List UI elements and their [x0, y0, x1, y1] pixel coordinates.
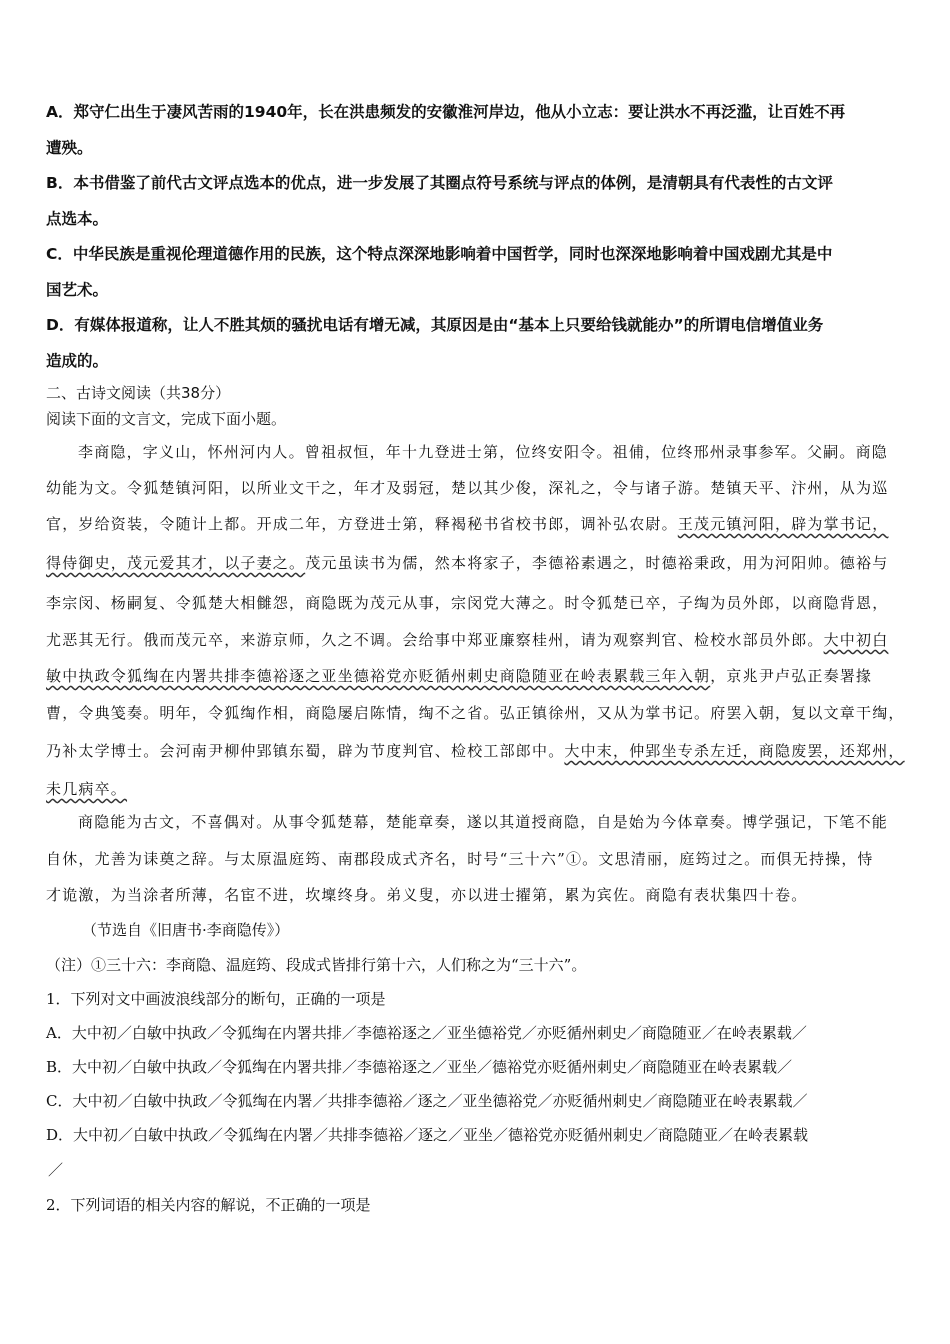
- passage-line: 幼能为文。令狐楚镇河阳，以所业文干之，年才及弱冠，楚以其少俊，深礼之，令与诸子游。楚镇天平、汴州，从为巡: [46, 479, 889, 497]
- wavy-underlined-text: 大中初白: [823, 631, 889, 649]
- passage-text: 茂元虽读书为儒，然本将家子，李德裕素遇之，时德裕秉政，用为河阳帅。德裕与: [305, 554, 889, 572]
- passage-text: 尤恶其无行。俄而茂元卒，来游京师，久之不调。会给事中郑亚廉察桂州，请为观察判官、检校水部员外郎。: [46, 631, 824, 649]
- section-title: 二、古诗文阅读（共38分）: [46, 384, 231, 402]
- question-2-stem: 2．下列词语的相关内容的解说，不正确的一项是: [46, 1196, 371, 1214]
- passage-line: [46, 739, 906, 763]
- passage-line: 李商隐，字义山，怀州河内人。曾祖叔恒，年十九登进士第，位终安阳令。祖俌，位终邢州录事参军。父嗣。商隐: [78, 443, 889, 461]
- passage-line: 商隐能为古文，不喜偶对。从事令狐楚幕，楚能章奏，遂以其道授商隐，自是始为今体章奏。博学强记，下笔不能: [78, 813, 889, 831]
- wavy-underlined-text: 王茂元镇河阳，辟为掌书记，: [677, 515, 889, 533]
- passage-text: 官，岁给资装，令随计上都。开成二年，方登进士第，释褐秘书省校书郎，调补弘农尉。: [46, 515, 678, 533]
- passage-line: [46, 777, 906, 801]
- question-1-option-d[interactable]: D．大中初／白敏中执政／令狐绹在内署／共排李德裕／逐之／亚坐／德裕党亦贬循州刺史／商隐随亚／在岭表累载: [46, 1126, 809, 1144]
- option-d-line2: 造成的。: [46, 352, 109, 370]
- section-instruction: 阅读下面的文言文，完成下面小题。: [46, 410, 287, 428]
- option-b-line1: B．本书借鉴了前代古文评点选本的优点，进一步发展了其圈点符号系统与评点的体例，是清朝具有代表性的古文评: [46, 174, 833, 192]
- wavy-underlined-text: 得侍御史，茂元爱其才，以子妻之。: [46, 554, 306, 572]
- passage-line: [46, 551, 906, 575]
- question-1-option-d-tail: ／: [48, 1161, 64, 1179]
- passage-source: （节选自《旧唐书·李商隐传》）: [82, 921, 290, 939]
- question-1-option-b[interactable]: B．大中初／白敏中执政／令狐绹在内署共排／李德裕逐之／亚坐／德裕党亦贬循州刺史／商隐随亚在岭表累载／: [46, 1058, 793, 1076]
- option-b-line2: 点选本。: [46, 210, 109, 228]
- passage-text: 乃补太学博士。会河南尹柳仲郢镇东蜀，辟为节度判官、检校工部郎中。: [46, 742, 565, 760]
- passage-line: 李宗闵、杨嗣复、令狐楚大相雠怨，商隐既为茂元从事，宗闵党大薄之。时令狐楚已卒，子绹为员外郎，以商隐背恩，: [46, 594, 889, 612]
- option-a-line2: 遭殃。: [46, 139, 93, 157]
- question-1-stem: 1．下列对文中画波浪线部分的断句，正确的一项是: [46, 990, 386, 1008]
- question-1-option-a[interactable]: A．大中初／白敏中执政／令狐绹在内署共排／李德裕逐之／亚坐德裕党／亦贬循州刺史／商隐随亚／在岭表累载／: [46, 1024, 807, 1042]
- passage-line: [46, 512, 906, 536]
- option-c-line1: C．中华民族是重视伦理道德作用的民族，这个特点深深地影响着中国哲学，同时也深深地影响着中国戏剧尤其是中: [46, 245, 833, 263]
- option-a-line1: A．郑守仁出生于凄风苦雨的1940年，长在洪患频发的安徽淮河岸边，他从小立志：要让洪水不再泛滥，让百姓不再: [46, 103, 846, 121]
- passage-line: [46, 628, 906, 652]
- passage-line: 曹，令典笺奏。明年，令狐绹作相，商隐屡启陈情，绹不之省。弘正镇徐州，又从为掌书记。府罢入朝，复以文章干绹，: [46, 704, 905, 722]
- passage-line: 才诡激，为当涂者所薄，名宦不进，坎壈终身。弟义叟，亦以进士擢第，累为宾佐。商隐有表状集四十卷。: [46, 886, 808, 904]
- footnote: （注）①三十六：李商隐、温庭筠、段成式皆排行第十六，人们称之为“三十六”。: [46, 956, 587, 974]
- wavy-underlined-text: 敏中执政令狐绹在内署共排李德裕逐之亚坐德裕党亦贬循州刺史商隐随亚在岭表累载三年入朝: [46, 667, 711, 685]
- passage-text: ，京兆尹卢弘正奏署掾: [710, 667, 873, 685]
- question-1-option-c[interactable]: C．大中初／白敏中执政／令狐绹在内署／共排李德裕／逐之／亚坐德裕党／亦贬循州刺史／商隐随亚在岭表累载／: [46, 1092, 808, 1110]
- option-d-line1: D．有媒体报道称，让人不胜其烦的骚扰电话有增无减，其原因是由“基本上只要给钱就能办”的所谓电信增值业务: [46, 316, 824, 334]
- passage-line: 自休，尤善为诔奠之辞。与太原温庭筠、南郡段成式齐名，时号“三十六”①。文思清丽，庭筠过之。而俱无持操，恃: [46, 850, 874, 868]
- option-c-line2: 国艺术。: [46, 281, 109, 299]
- passage-line: [46, 664, 906, 688]
- wavy-underlined-text: 未几病卒。: [46, 780, 128, 798]
- wavy-underlined-text: 大中末，仲郢坐专杀左迁，商隐废罢，还郑州，: [564, 742, 905, 760]
